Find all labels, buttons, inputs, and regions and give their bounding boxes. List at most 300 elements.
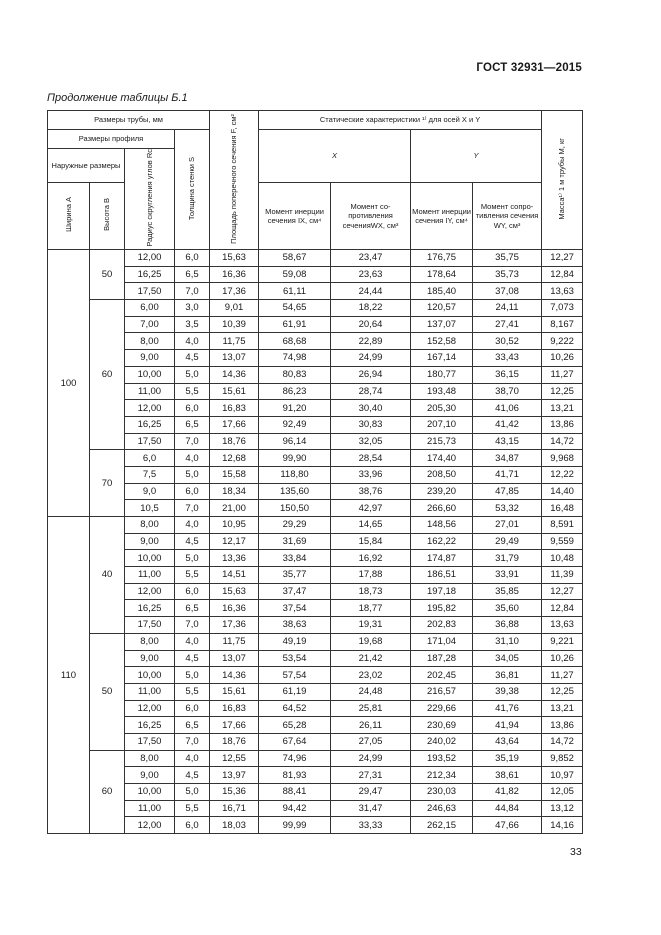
cell-height-b: 40 [90, 517, 125, 634]
table-cell: 30,83 [331, 416, 411, 433]
table-cell: 59,08 [259, 266, 331, 283]
table-cell: 12,25 [542, 383, 583, 400]
table-cell: 15,61 [210, 383, 259, 400]
table-cell: 11,00 [125, 683, 175, 700]
table-cell: 12,84 [542, 266, 583, 283]
table-cell: 9,0 [125, 483, 175, 500]
table-row [48, 533, 583, 550]
table-row [48, 433, 583, 450]
table-cell: 202,83 [411, 617, 473, 634]
table-cell: 12,55 [210, 750, 259, 767]
table-cell: 19,68 [331, 633, 411, 650]
table-cell: 11,00 [125, 567, 175, 584]
table-cell: 6,0 [175, 817, 210, 834]
table-cell: 174,87 [411, 550, 473, 567]
table-row [48, 366, 583, 383]
table-cell: 9,00 [125, 767, 175, 784]
table-cell: 42,97 [331, 500, 411, 517]
table-cell: 10,00 [125, 550, 175, 567]
table-cell: 167,14 [411, 350, 473, 367]
header-axis-x: X [259, 130, 411, 183]
table-cell: 4,0 [175, 333, 210, 350]
table-cell: 15,58 [210, 466, 259, 483]
table-cell: 29,47 [331, 784, 411, 801]
table-row [48, 667, 583, 684]
table-cell: 28,74 [331, 383, 411, 400]
table-body [48, 250, 583, 834]
header-wx: Момент со-противления сеченияWX, см³ [331, 183, 411, 250]
table-cell: 246,63 [411, 800, 473, 817]
table-row [48, 767, 583, 784]
table-cell: 17,50 [125, 617, 175, 634]
table-row [48, 683, 583, 700]
table-cell: 266,60 [411, 500, 473, 517]
table-cell: 8,591 [542, 517, 583, 534]
table-cell: 12,84 [542, 600, 583, 617]
table-cell: 16,25 [125, 416, 175, 433]
table-cell: 178,64 [411, 266, 473, 283]
table-cell: 33,91 [473, 567, 542, 584]
table-cell: 180,77 [411, 366, 473, 383]
table-row [48, 784, 583, 801]
header-axis-y: Y [411, 130, 542, 183]
table-cell: 17,50 [125, 733, 175, 750]
table-cell: 43,15 [473, 433, 542, 450]
table-cell: 10,5 [125, 500, 175, 517]
table-cell: 34,05 [473, 650, 542, 667]
table-row [48, 316, 583, 333]
table-cell: 6,0 [125, 450, 175, 467]
table-cell: 7,0 [175, 617, 210, 634]
table-cell: 26,11 [331, 717, 411, 734]
table-cell: 24,99 [331, 750, 411, 767]
table-cell: 9,00 [125, 650, 175, 667]
table-cell: 12,22 [542, 466, 583, 483]
table-cell: 14,72 [542, 733, 583, 750]
table-cell: 33,43 [473, 350, 542, 367]
table-cell: 118,80 [259, 466, 331, 483]
table-cell: 6,00 [125, 300, 175, 317]
table-cell: 11,27 [542, 667, 583, 684]
table-cell: 208,50 [411, 466, 473, 483]
cell-width-a: 110 [48, 517, 90, 834]
table-cell: 9,00 [125, 350, 175, 367]
table-cell: 24,48 [331, 683, 411, 700]
table-cell: 35,60 [473, 600, 542, 617]
table-cell: 215,73 [411, 433, 473, 450]
table-cell: 6,5 [175, 600, 210, 617]
header-outer-dims: Наружные размеры [48, 149, 125, 183]
table-cell: 12,25 [542, 683, 583, 700]
table-cell: 17,50 [125, 433, 175, 450]
table-cell: 15,61 [210, 683, 259, 700]
table-cell: 27,41 [473, 316, 542, 333]
table-row [48, 600, 583, 617]
table-cell: 5,5 [175, 683, 210, 700]
table-cell: 12,00 [125, 817, 175, 834]
table-row [48, 583, 583, 600]
table-cell: 61,19 [259, 683, 331, 700]
header-radius: Радиус скругления углов Rc [125, 149, 175, 250]
table-row [48, 300, 583, 317]
table-cell: 16,25 [125, 717, 175, 734]
table-cell: 6,0 [175, 400, 210, 417]
table-cell: 4,5 [175, 350, 210, 367]
table-cell: 193,48 [411, 383, 473, 400]
table-cell: 15,63 [210, 250, 259, 267]
table-cell: 6,0 [175, 700, 210, 717]
table-cell: 239,20 [411, 483, 473, 500]
table-cell: 54,65 [259, 300, 331, 317]
table-cell: 13,97 [210, 767, 259, 784]
table-cell: 41,76 [473, 700, 542, 717]
table-cell: 11,27 [542, 366, 583, 383]
table-cell: 18,73 [331, 583, 411, 600]
table-cell: 21,00 [210, 500, 259, 517]
table-cell: 10,95 [210, 517, 259, 534]
table-cell: 61,91 [259, 316, 331, 333]
table-cell: 12,00 [125, 250, 175, 267]
table-cell: 16,92 [331, 550, 411, 567]
table-cell: 24,44 [331, 283, 411, 300]
table-cell: 5,0 [175, 784, 210, 801]
table-row [48, 750, 583, 767]
table-cell: 11,75 [210, 333, 259, 350]
table-cell: 7,0 [175, 733, 210, 750]
table-cell: 11,00 [125, 383, 175, 400]
table-cell: 41,71 [473, 466, 542, 483]
table-cell: 6,0 [175, 583, 210, 600]
table-cell: 43,64 [473, 733, 542, 750]
table-cell: 24,11 [473, 300, 542, 317]
table-cell: 3,0 [175, 300, 210, 317]
table-cell: 10,00 [125, 667, 175, 684]
table-cell: 15,36 [210, 784, 259, 801]
table-cell: 36,81 [473, 667, 542, 684]
cell-height-b: 70 [90, 450, 125, 517]
table-cell: 187,28 [411, 650, 473, 667]
table-cell: 18,76 [210, 433, 259, 450]
table-row [48, 800, 583, 817]
table-row [48, 700, 583, 717]
table-cell: 53,32 [473, 500, 542, 517]
table-cell: 88,41 [259, 784, 331, 801]
table-cell: 230,69 [411, 717, 473, 734]
table-cell: 5,5 [175, 383, 210, 400]
table-row [48, 333, 583, 350]
table-cell: 12,05 [542, 784, 583, 801]
table-cell: 10,97 [542, 767, 583, 784]
header-width-a: Ширина A [48, 183, 90, 250]
table-cell: 7,0 [175, 500, 210, 517]
table-cell: 28,54 [331, 450, 411, 467]
header-wy: Момент сопро-тивления сечения WY, см³ [473, 183, 542, 250]
header-area: Площадь поперечного сечения F, см² [210, 111, 259, 250]
table-cell: 38,63 [259, 617, 331, 634]
table-row [48, 733, 583, 750]
table-cell: 7,073 [542, 300, 583, 317]
table-cell: 67,64 [259, 733, 331, 750]
table-cell: 13,21 [542, 700, 583, 717]
table-cell: 10,48 [542, 550, 583, 567]
table-row [48, 266, 583, 283]
table-cell: 4,0 [175, 517, 210, 534]
table-cell: 29,49 [473, 533, 542, 550]
table-cell: 33,84 [259, 550, 331, 567]
table-cell: 33,33 [331, 817, 411, 834]
table-cell: 74,98 [259, 350, 331, 367]
table-cell: 3,5 [175, 316, 210, 333]
table-cell: 193,52 [411, 750, 473, 767]
table-cell: 41,94 [473, 717, 542, 734]
table-cell: 185,40 [411, 283, 473, 300]
table-cell: 18,22 [331, 300, 411, 317]
table-cell: 4,0 [175, 450, 210, 467]
cell-height-b: 50 [90, 633, 125, 750]
table-cell: 10,00 [125, 784, 175, 801]
table-cell: 74,96 [259, 750, 331, 767]
table-cell: 8,00 [125, 333, 175, 350]
table-cell: 150,50 [259, 500, 331, 517]
table-cell: 17,66 [210, 416, 259, 433]
table-cell: 10,26 [542, 350, 583, 367]
table-cell: 230,03 [411, 784, 473, 801]
table-cell: 9,221 [542, 633, 583, 650]
table-row [48, 250, 583, 267]
table-cell: 99,99 [259, 817, 331, 834]
table-cell: 12,27 [542, 583, 583, 600]
table-cell: 212,34 [411, 767, 473, 784]
table-row [48, 650, 583, 667]
table-cell: 91,20 [259, 400, 331, 417]
table-cell: 13,07 [210, 350, 259, 367]
table-row [48, 400, 583, 417]
table-cell: 35,19 [473, 750, 542, 767]
header-wall: Толщина стенки S [175, 130, 210, 250]
table-cell: 17,36 [210, 617, 259, 634]
table-cell: 31,10 [473, 633, 542, 650]
table-row [48, 567, 583, 584]
document-standard-number: ГОСТ 32931—2015 [476, 62, 582, 74]
table-cell: 14,51 [210, 567, 259, 584]
table-cell: 36,88 [473, 617, 542, 634]
header-pipe-dims: Размеры трубы, мм [48, 111, 210, 130]
table-cell: 81,93 [259, 767, 331, 784]
table-cell: 5,0 [175, 667, 210, 684]
table-cell: 38,76 [331, 483, 411, 500]
table-cell: 229,66 [411, 700, 473, 717]
table-cell: 27,05 [331, 733, 411, 750]
table-cell: 47,66 [473, 817, 542, 834]
table-cell: 262,15 [411, 817, 473, 834]
table-cell: 11,75 [210, 633, 259, 650]
table-cell: 17,88 [331, 567, 411, 584]
table-row [48, 283, 583, 300]
table-cell: 31,47 [331, 800, 411, 817]
table-cell: 137,07 [411, 316, 473, 333]
table-cell: 11,39 [542, 567, 583, 584]
table-row [48, 500, 583, 517]
cell-height-b: 50 [90, 250, 125, 300]
table-cell: 120,57 [411, 300, 473, 317]
table-cell: 64,52 [259, 700, 331, 717]
table-cell: 12,68 [210, 450, 259, 467]
table-cell: 186,51 [411, 567, 473, 584]
table-cell: 13,63 [542, 617, 583, 634]
table-cell: 35,75 [473, 250, 542, 267]
table-cell: 12,00 [125, 400, 175, 417]
table-cell: 14,40 [542, 483, 583, 500]
table-cell: 152,58 [411, 333, 473, 350]
table-cell: 38,70 [473, 383, 542, 400]
header-static: Статические характеристики ¹⁾ для осей X и Y [259, 111, 542, 130]
table-cell: 5,0 [175, 550, 210, 567]
table-cell: 17,36 [210, 283, 259, 300]
header-profile-dims: Размеры профиля [48, 130, 175, 149]
table-cell: 27,01 [473, 517, 542, 534]
table-cell: 41,82 [473, 784, 542, 801]
table-cell: 12,00 [125, 583, 175, 600]
table-cell: 13,07 [210, 650, 259, 667]
table-row [48, 817, 583, 834]
table-cell: 49,19 [259, 633, 331, 650]
table-cell: 14,36 [210, 366, 259, 383]
table-cell: 15,63 [210, 583, 259, 600]
table-cell: 17,50 [125, 283, 175, 300]
table-row [48, 450, 583, 467]
table-cell: 53,54 [259, 650, 331, 667]
table-cell: 8,167 [542, 316, 583, 333]
table-cell: 14,72 [542, 433, 583, 450]
table-cell: 68,68 [259, 333, 331, 350]
table-cell: 18,77 [331, 600, 411, 617]
table-cell: 39,38 [473, 683, 542, 700]
table-cell: 4,5 [175, 650, 210, 667]
table-cell: 240,02 [411, 733, 473, 750]
header-height-b: Высота B [90, 183, 125, 250]
page-number: 33 [570, 846, 582, 858]
table-cell: 86,23 [259, 383, 331, 400]
table-cell: 7,0 [175, 283, 210, 300]
table-row [48, 466, 583, 483]
table-cell: 20,64 [331, 316, 411, 333]
table-cell: 18,34 [210, 483, 259, 500]
table-cell: 162,22 [411, 533, 473, 550]
table-cell: 16,48 [542, 500, 583, 517]
table-cell: 27,31 [331, 767, 411, 784]
table-cell: 4,5 [175, 533, 210, 550]
table-row [48, 350, 583, 367]
table-cell: 36,15 [473, 366, 542, 383]
table-cell: 15,84 [331, 533, 411, 550]
table-cell: 6,0 [175, 250, 210, 267]
table-cell: 13,12 [542, 800, 583, 817]
table-cell: 6,0 [175, 483, 210, 500]
table-cell: 13,86 [542, 416, 583, 433]
table-cell: 9,968 [542, 450, 583, 467]
table-cell: 18,03 [210, 817, 259, 834]
table-cell: 37,08 [473, 283, 542, 300]
table-cell: 34,87 [473, 450, 542, 467]
table-cell: 25,81 [331, 700, 411, 717]
table-cell: 9,559 [542, 533, 583, 550]
table-cell: 10,26 [542, 650, 583, 667]
table-cell: 30,40 [331, 400, 411, 417]
table-row [48, 416, 583, 433]
table-cell: 13,63 [542, 283, 583, 300]
table-cell: 96,14 [259, 433, 331, 450]
table-cell: 8,00 [125, 633, 175, 650]
table-cell: 13,86 [542, 717, 583, 734]
table-cell: 11,00 [125, 800, 175, 817]
table-cell: 13,36 [210, 550, 259, 567]
header-ix: Момент инерции сечения IX, см⁴ [259, 183, 331, 250]
table-cell: 16,25 [125, 600, 175, 617]
table-cell: 22,89 [331, 333, 411, 350]
table-cell: 44,84 [473, 800, 542, 817]
table-cell: 38,61 [473, 767, 542, 784]
table-cell: 12,17 [210, 533, 259, 550]
table-cell: 195,82 [411, 600, 473, 617]
cell-height-b: 60 [90, 750, 125, 833]
table-cell: 171,04 [411, 633, 473, 650]
table-cell: 6,5 [175, 416, 210, 433]
table-cell: 18,76 [210, 733, 259, 750]
table-row [48, 633, 583, 650]
table-cell: 7,0 [175, 433, 210, 450]
table-cell: 41,42 [473, 416, 542, 433]
table-cell: 197,18 [411, 583, 473, 600]
table-cell: 94,42 [259, 800, 331, 817]
table-cell: 16,71 [210, 800, 259, 817]
table-cell: 29,29 [259, 517, 331, 534]
table-cell: 16,83 [210, 400, 259, 417]
table-cell: 6,5 [175, 266, 210, 283]
table-cell: 14,65 [331, 517, 411, 534]
cell-width-a: 100 [48, 250, 90, 517]
table-cell: 16,83 [210, 700, 259, 717]
table-cell: 9,00 [125, 533, 175, 550]
table-cell: 16,36 [210, 266, 259, 283]
table-cell: 47,85 [473, 483, 542, 500]
table-cell: 30,52 [473, 333, 542, 350]
table-cell: 16,36 [210, 600, 259, 617]
table-cell: 99,90 [259, 450, 331, 467]
header-iy: Момент инерции сечения IY, см⁴ [411, 183, 473, 250]
table-cell: 13,21 [542, 400, 583, 417]
table-cell: 5,0 [175, 466, 210, 483]
table-cell: 135,60 [259, 483, 331, 500]
table-cell: 9,852 [542, 750, 583, 767]
table-cell: 205,30 [411, 400, 473, 417]
data-table [47, 110, 583, 834]
table-cell: 8,00 [125, 517, 175, 534]
table-cell: 6,5 [175, 717, 210, 734]
table-row [48, 617, 583, 634]
table-caption: Продолжение таблицы Б.1 [47, 92, 188, 104]
table-cell: 33,96 [331, 466, 411, 483]
table-cell: 207,10 [411, 416, 473, 433]
table-cell: 35,73 [473, 266, 542, 283]
table-cell: 5,5 [175, 800, 210, 817]
table-cell: 9,222 [542, 333, 583, 350]
table-cell: 23,47 [331, 250, 411, 267]
table-cell: 26,94 [331, 366, 411, 383]
table-cell: 14,16 [542, 817, 583, 834]
table-cell: 35,85 [473, 583, 542, 600]
table-cell: 14,36 [210, 667, 259, 684]
table-cell: 148,56 [411, 517, 473, 534]
